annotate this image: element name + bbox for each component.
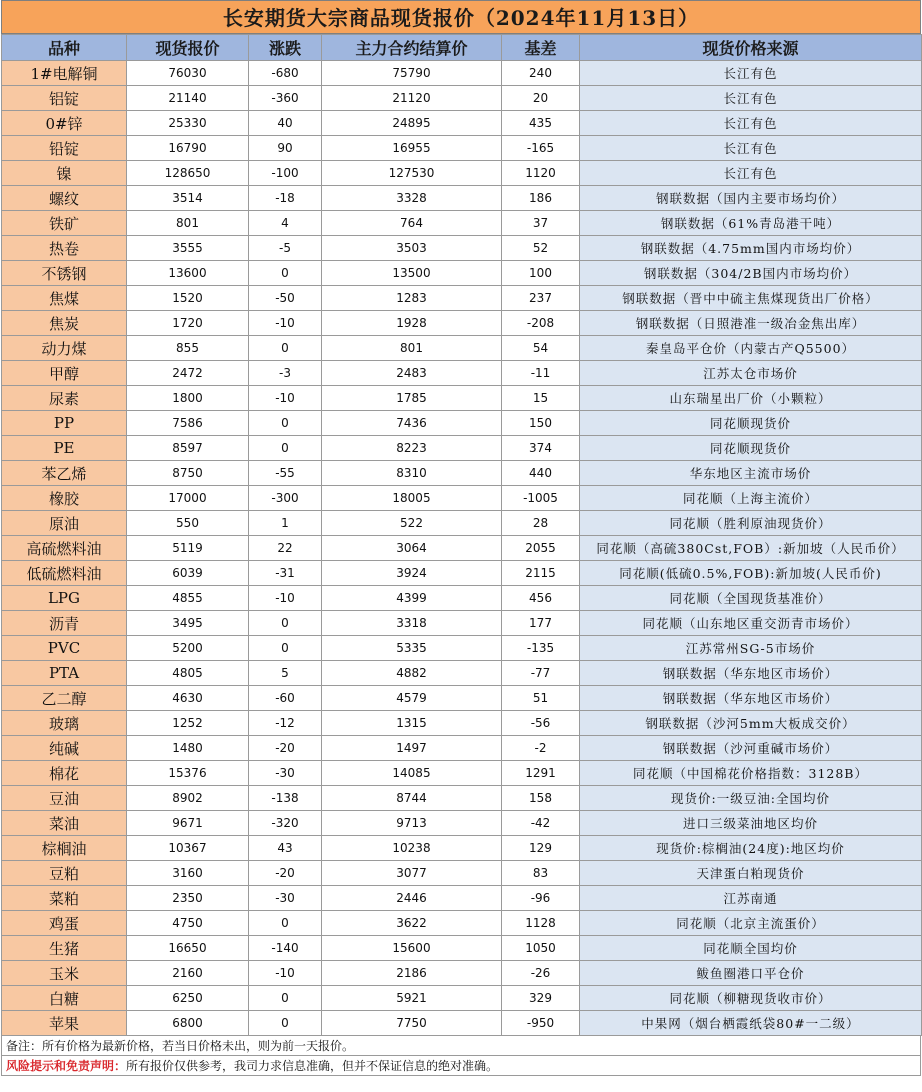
- commodity-name: 乙二醇: [2, 686, 127, 711]
- spot-price: 1480: [127, 736, 249, 761]
- settlement-price: 4882: [322, 661, 502, 686]
- settlement-price: 1928: [322, 311, 502, 336]
- basis: -2: [502, 736, 580, 761]
- table-row: [2, 961, 922, 986]
- table-row: [2, 486, 922, 511]
- settlement-price: 75790: [322, 61, 502, 86]
- basis: -96: [502, 886, 580, 911]
- price-source: 进口三级菜油地区均价: [580, 811, 922, 836]
- settlement-price: 4399: [322, 586, 502, 611]
- settlement-price: 18005: [322, 486, 502, 511]
- basis: -77: [502, 661, 580, 686]
- price-source: 江苏常州SG-5市场价: [580, 636, 922, 661]
- price-source: 同花顺现货价: [580, 436, 922, 461]
- basis: 1291: [502, 761, 580, 786]
- commodity-name: 螺纹: [2, 186, 127, 211]
- basis: 20: [502, 86, 580, 111]
- basis: 440: [502, 461, 580, 486]
- commodity-name: 低硫燃料油: [2, 561, 127, 586]
- price-change: -5: [249, 236, 322, 261]
- basis: 100: [502, 261, 580, 286]
- price-table: [1, 34, 922, 1036]
- spot-price: 2160: [127, 961, 249, 986]
- table-row: [2, 536, 922, 561]
- price-source: 钢联数据（华东地区市场价）: [580, 686, 922, 711]
- table-row: [2, 386, 922, 411]
- table-row: [2, 411, 922, 436]
- spot-price: 1800: [127, 386, 249, 411]
- table-row: [2, 786, 922, 811]
- column-header: 现货报价: [127, 35, 249, 61]
- price-source: 现货价:棕榈油(24度):地区均价: [580, 836, 922, 861]
- commodity-name: 0#锌: [2, 111, 127, 136]
- settlement-price: 21120: [322, 86, 502, 111]
- basis: -26: [502, 961, 580, 986]
- table-row: [2, 736, 922, 761]
- basis: 150: [502, 411, 580, 436]
- price-source: 钢联数据（日照港准一级冶金焦出库）: [580, 311, 922, 336]
- price-change: -300: [249, 486, 322, 511]
- spot-price: 3555: [127, 236, 249, 261]
- spot-price: 3514: [127, 186, 249, 211]
- column-header: 主力合约结算价: [322, 35, 502, 61]
- settlement-price: 3318: [322, 611, 502, 636]
- commodity-name: 白糖: [2, 986, 127, 1011]
- price-source: 同花顺(低硫0.5%,FOB):新加坡(人民币价): [580, 561, 922, 586]
- price-source: 长江有色: [580, 136, 922, 161]
- basis: -42: [502, 811, 580, 836]
- settlement-price: 2186: [322, 961, 502, 986]
- price-source: 同花顺（上海主流价）: [580, 486, 922, 511]
- spot-price: 76030: [127, 61, 249, 86]
- table-row: [2, 911, 922, 936]
- commodity-name: 铝锭: [2, 86, 127, 111]
- price-source: 鲅鱼圈港口平仓价: [580, 961, 922, 986]
- price-change: -20: [249, 736, 322, 761]
- price-change: 0: [249, 611, 322, 636]
- price-source: 同花顺（山东地区重交沥青市场价）: [580, 611, 922, 636]
- commodity-name: 生猪: [2, 936, 127, 961]
- price-change: 0: [249, 636, 322, 661]
- settlement-price: 13500: [322, 261, 502, 286]
- settlement-price: 7436: [322, 411, 502, 436]
- spot-price: 4630: [127, 686, 249, 711]
- commodity-name: 不锈钢: [2, 261, 127, 286]
- commodity-name: PVC: [2, 636, 127, 661]
- spot-price: 10367: [127, 836, 249, 861]
- commodity-name: 铅锭: [2, 136, 127, 161]
- table-row: [2, 511, 922, 536]
- table-row: [2, 136, 922, 161]
- settlement-price: 801: [322, 336, 502, 361]
- settlement-price: 764: [322, 211, 502, 236]
- price-change: -3: [249, 361, 322, 386]
- settlement-price: 4579: [322, 686, 502, 711]
- settlement-price: 10238: [322, 836, 502, 861]
- table-row: [2, 261, 922, 286]
- settlement-price: 24895: [322, 111, 502, 136]
- price-change: -138: [249, 786, 322, 811]
- price-source: 天津蛋白粕现货价: [580, 861, 922, 886]
- settlement-price: 8223: [322, 436, 502, 461]
- settlement-price: 3503: [322, 236, 502, 261]
- spot-price: 4750: [127, 911, 249, 936]
- spot-price: 8750: [127, 461, 249, 486]
- basis: 1128: [502, 911, 580, 936]
- table-row: [2, 636, 922, 661]
- table-row: [2, 436, 922, 461]
- spot-price: 5119: [127, 536, 249, 561]
- basis: 240: [502, 61, 580, 86]
- spot-price: 8902: [127, 786, 249, 811]
- price-source: 长江有色: [580, 111, 922, 136]
- commodity-name: PP: [2, 411, 127, 436]
- price-change: 0: [249, 261, 322, 286]
- commodity-name: 尿素: [2, 386, 127, 411]
- price-change: 40: [249, 111, 322, 136]
- price-source: 钢联数据（晋中中硫主焦煤现货出厂价格）: [580, 286, 922, 311]
- basis: -165: [502, 136, 580, 161]
- table-row: [2, 311, 922, 336]
- price-change: 43: [249, 836, 322, 861]
- price-change: -31: [249, 561, 322, 586]
- spot-price: 25330: [127, 111, 249, 136]
- price-change: 0: [249, 436, 322, 461]
- settlement-price: 1315: [322, 711, 502, 736]
- price-change: 90: [249, 136, 322, 161]
- table-row: [2, 61, 922, 86]
- settlement-price: 2483: [322, 361, 502, 386]
- settlement-price: 1497: [322, 736, 502, 761]
- price-change: 0: [249, 986, 322, 1011]
- basis: 83: [502, 861, 580, 886]
- basis: -11: [502, 361, 580, 386]
- price-source: 同花顺（中国棉花价格指数：3128B）: [580, 761, 922, 786]
- spot-price: 3495: [127, 611, 249, 636]
- price-source: 钢联数据（华东地区市场价）: [580, 661, 922, 686]
- table-row: [2, 811, 922, 836]
- table-row: [2, 661, 922, 686]
- price-change: -680: [249, 61, 322, 86]
- basis: 1050: [502, 936, 580, 961]
- price-source: 钢联数据（沙河5mm大板成交价）: [580, 711, 922, 736]
- column-header: 现货价格来源: [580, 35, 922, 61]
- settlement-price: 16955: [322, 136, 502, 161]
- price-change: -30: [249, 761, 322, 786]
- commodity-name: 高硫燃料油: [2, 536, 127, 561]
- settlement-price: 5335: [322, 636, 502, 661]
- spot-price: 4855: [127, 586, 249, 611]
- basis: 329: [502, 986, 580, 1011]
- price-change: -12: [249, 711, 322, 736]
- table-row: [2, 1011, 922, 1036]
- table-row: [2, 336, 922, 361]
- column-header: 涨跌: [249, 35, 322, 61]
- commodity-name: 菜油: [2, 811, 127, 836]
- price-change: -10: [249, 386, 322, 411]
- price-change: -100: [249, 161, 322, 186]
- price-source: 同花顺（柳糖现货收市价）: [580, 986, 922, 1011]
- commodity-name: 镍: [2, 161, 127, 186]
- basis: 2115: [502, 561, 580, 586]
- risk-label: 风险提示和免责声明：: [6, 1059, 127, 1073]
- price-change: -18: [249, 186, 322, 211]
- table-row: [2, 211, 922, 236]
- price-source: 秦皇岛平仓价（内蒙古产Q5500）: [580, 336, 922, 361]
- commodity-name: 焦煤: [2, 286, 127, 311]
- basis: -950: [502, 1011, 580, 1036]
- spot-price: 8597: [127, 436, 249, 461]
- settlement-price: 8310: [322, 461, 502, 486]
- settlement-price: 5921: [322, 986, 502, 1011]
- basis: -135: [502, 636, 580, 661]
- risk-disclaimer: [1, 1056, 921, 1076]
- settlement-price: 3077: [322, 861, 502, 886]
- basis: 1120: [502, 161, 580, 186]
- spot-price: 4805: [127, 661, 249, 686]
- table-row: [2, 586, 922, 611]
- table-row: [2, 611, 922, 636]
- sheet-title: 长安期货大宗商品现货报价（2024年11月13日）: [1, 0, 921, 34]
- commodity-name: 棕榈油: [2, 836, 127, 861]
- table-row: [2, 286, 922, 311]
- price-source: 同花顺（胜利原油现货价）: [580, 511, 922, 536]
- price-change: 5: [249, 661, 322, 686]
- settlement-price: 522: [322, 511, 502, 536]
- price-change: -10: [249, 961, 322, 986]
- commodity-name: 鸡蛋: [2, 911, 127, 936]
- table-row: [2, 886, 922, 911]
- commodity-name: 焦炭: [2, 311, 127, 336]
- header-row: [2, 35, 922, 61]
- price-source: 钢联数据（国内主要市场均价）: [580, 186, 922, 211]
- price-source: 江苏南通: [580, 886, 922, 911]
- commodity-name: 铁矿: [2, 211, 127, 236]
- basis: -208: [502, 311, 580, 336]
- commodity-name: 动力煤: [2, 336, 127, 361]
- table-row: [2, 186, 922, 211]
- table-row: [2, 161, 922, 186]
- settlement-price: 1283: [322, 286, 502, 311]
- spot-price: 5200: [127, 636, 249, 661]
- price-source: 华东地区主流市场价: [580, 461, 922, 486]
- spot-price: 1720: [127, 311, 249, 336]
- table-row: [2, 361, 922, 386]
- spot-price: 6800: [127, 1011, 249, 1036]
- table-row: [2, 861, 922, 886]
- price-source: 同花顺全国均价: [580, 936, 922, 961]
- price-change: 0: [249, 336, 322, 361]
- settlement-price: 3924: [322, 561, 502, 586]
- basis: 456: [502, 586, 580, 611]
- commodity-name: PTA: [2, 661, 127, 686]
- price-source: 中果网（烟台栖霞纸袋80#一二级）: [580, 1011, 922, 1036]
- table-row: [2, 836, 922, 861]
- risk-text: 所有报价仅供参考，我司力求信息准确，但并不保证信息的绝对准确。: [126, 1059, 499, 1073]
- commodity-name: 热卷: [2, 236, 127, 261]
- spot-price: 9671: [127, 811, 249, 836]
- price-change: 4: [249, 211, 322, 236]
- settlement-price: 14085: [322, 761, 502, 786]
- commodity-name: 1#电解铜: [2, 61, 127, 86]
- column-header: 基差: [502, 35, 580, 61]
- settlement-price: 3064: [322, 536, 502, 561]
- table-row: [2, 936, 922, 961]
- price-source: 同花顺现货价: [580, 411, 922, 436]
- commodity-name: PE: [2, 436, 127, 461]
- price-change: -320: [249, 811, 322, 836]
- price-source: 同花顺（高硫380Cst,FOB）:新加坡（人民币价）: [580, 536, 922, 561]
- commodity-name: 沥青: [2, 611, 127, 636]
- basis: 52: [502, 236, 580, 261]
- basis: 2055: [502, 536, 580, 561]
- price-source: 长江有色: [580, 86, 922, 111]
- commodity-name: 苹果: [2, 1011, 127, 1036]
- price-source: 同花顺（全国现货基准价）: [580, 586, 922, 611]
- commodity-name: 豆油: [2, 786, 127, 811]
- price-change: -360: [249, 86, 322, 111]
- settlement-price: 3622: [322, 911, 502, 936]
- basis: 237: [502, 286, 580, 311]
- price-source: 长江有色: [580, 61, 922, 86]
- table-row: [2, 236, 922, 261]
- price-source: 钢联数据（61%青岛港干吨）: [580, 211, 922, 236]
- spot-price: 1252: [127, 711, 249, 736]
- commodity-name: 玉米: [2, 961, 127, 986]
- table-row: [2, 86, 922, 111]
- price-source: 同花顺（北京主流蛋价）: [580, 911, 922, 936]
- settlement-price: 3328: [322, 186, 502, 211]
- table-row: [2, 986, 922, 1011]
- spot-price: 16650: [127, 936, 249, 961]
- spot-price: 128650: [127, 161, 249, 186]
- spot-price: 1520: [127, 286, 249, 311]
- spot-price: 13600: [127, 261, 249, 286]
- spot-price: 550: [127, 511, 249, 536]
- basis: 186: [502, 186, 580, 211]
- table-row: [2, 461, 922, 486]
- basis: -56: [502, 711, 580, 736]
- basis: 158: [502, 786, 580, 811]
- price-source: 长江有色: [580, 161, 922, 186]
- price-source: 现货价:一级豆油:全国均价: [580, 786, 922, 811]
- commodity-name: 纯碱: [2, 736, 127, 761]
- price-change: 0: [249, 1011, 322, 1036]
- settlement-price: 127530: [322, 161, 502, 186]
- price-change: 22: [249, 536, 322, 561]
- spot-price: 855: [127, 336, 249, 361]
- commodity-name: 棉花: [2, 761, 127, 786]
- price-change: -10: [249, 311, 322, 336]
- spot-price: 7586: [127, 411, 249, 436]
- commodity-name: 原油: [2, 511, 127, 536]
- price-change: -30: [249, 886, 322, 911]
- spot-price: 6039: [127, 561, 249, 586]
- spot-price: 16790: [127, 136, 249, 161]
- commodity-name: 菜粕: [2, 886, 127, 911]
- commodity-name: 苯乙烯: [2, 461, 127, 486]
- price-change: -20: [249, 861, 322, 886]
- spot-price: 15376: [127, 761, 249, 786]
- table-row: [2, 561, 922, 586]
- commodity-name: 豆粕: [2, 861, 127, 886]
- basis: 374: [502, 436, 580, 461]
- settlement-price: 8744: [322, 786, 502, 811]
- price-source: 钢联数据（304/2B国内市场均价）: [580, 261, 922, 286]
- basis: 435: [502, 111, 580, 136]
- table-row: [2, 761, 922, 786]
- table-row: [2, 111, 922, 136]
- price-change: 1: [249, 511, 322, 536]
- note-line: 备注：所有价格为最新价格，若当日价格未出，则为前一天报价。: [1, 1036, 921, 1056]
- price-change: 0: [249, 411, 322, 436]
- settlement-price: 2446: [322, 886, 502, 911]
- price-source: 山东瑞星出厂价（小颗粒）: [580, 386, 922, 411]
- basis: 15: [502, 386, 580, 411]
- settlement-price: 7750: [322, 1011, 502, 1036]
- commodity-name: 甲醇: [2, 361, 127, 386]
- price-source: 江苏太仓市场价: [580, 361, 922, 386]
- basis: 54: [502, 336, 580, 361]
- spot-price: 3160: [127, 861, 249, 886]
- basis: 129: [502, 836, 580, 861]
- basis: 37: [502, 211, 580, 236]
- table-body: [2, 61, 922, 1036]
- price-change: -55: [249, 461, 322, 486]
- commodity-name: 橡胶: [2, 486, 127, 511]
- commodity-name: 玻璃: [2, 711, 127, 736]
- settlement-price: 1785: [322, 386, 502, 411]
- price-change: -140: [249, 936, 322, 961]
- price-change: -50: [249, 286, 322, 311]
- spot-price: 2350: [127, 886, 249, 911]
- basis: 28: [502, 511, 580, 536]
- price-source: 钢联数据（4.75mm国内市场均价）: [580, 236, 922, 261]
- settlement-price: 15600: [322, 936, 502, 961]
- price-change: 0: [249, 911, 322, 936]
- commodity-name: LPG: [2, 586, 127, 611]
- spot-price: 801: [127, 211, 249, 236]
- price-sheet: [1, 0, 921, 1076]
- price-source: 钢联数据（沙河重碱市场价）: [580, 736, 922, 761]
- spot-price: 6250: [127, 986, 249, 1011]
- basis: -1005: [502, 486, 580, 511]
- basis: 177: [502, 611, 580, 636]
- table-row: [2, 686, 922, 711]
- column-header: 品种: [2, 35, 127, 61]
- table-row: [2, 711, 922, 736]
- spot-price: 2472: [127, 361, 249, 386]
- spot-price: 21140: [127, 86, 249, 111]
- settlement-price: 9713: [322, 811, 502, 836]
- spot-price: 17000: [127, 486, 249, 511]
- price-change: -10: [249, 586, 322, 611]
- price-change: -60: [249, 686, 322, 711]
- basis: 51: [502, 686, 580, 711]
